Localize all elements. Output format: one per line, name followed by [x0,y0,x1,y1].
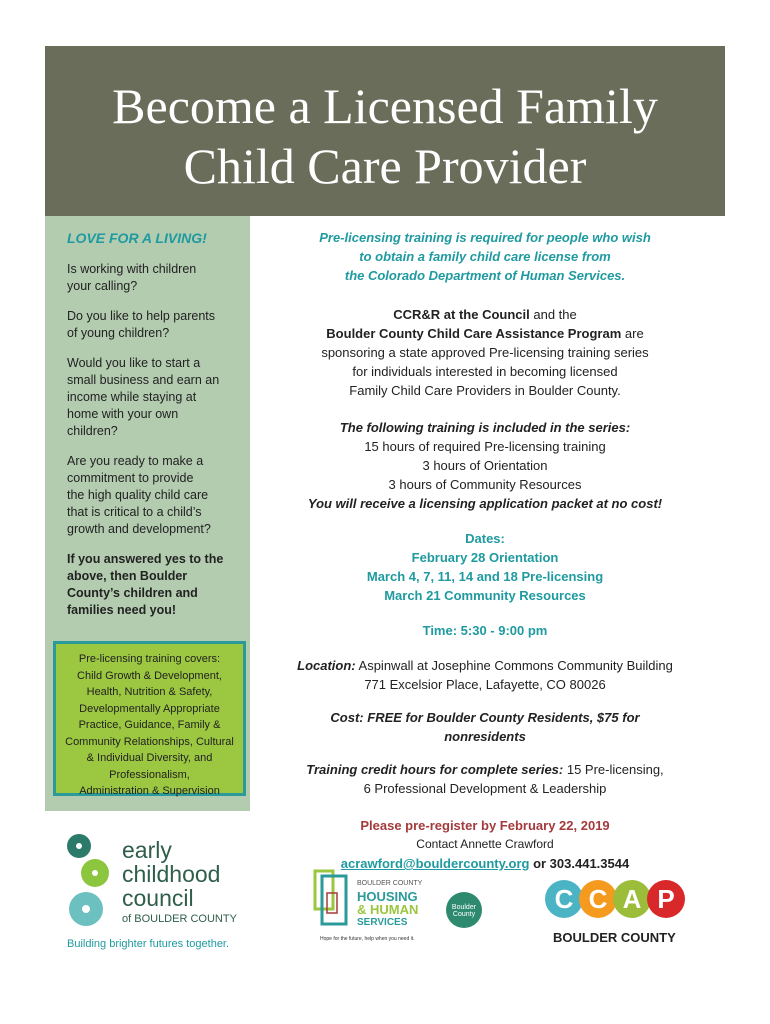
time: Time: 5:30 - 9:00 pm [422,623,548,638]
text-line: are [621,326,644,341]
housing-human-services-logo [312,868,432,948]
text-line: early [122,837,172,863]
text-line: 15 Pre-licensing, [563,762,664,777]
text-line: CCR&R at the Council [393,307,530,322]
question [67,453,250,538]
early-childhood-council-logo [62,830,252,955]
text-line: for individuals interested in becoming licensed [352,364,618,379]
text-line: of young children? [67,326,170,340]
hhs-mark-icon [312,868,352,928]
register-deadline: Please pre-register by February 22, 2019 [360,818,610,833]
text-line: commitment to provide [67,471,194,485]
text-line: the high quality child care [67,488,209,502]
text-line: Community Relationships, Cultural [65,735,234,748]
text-line: income while staying at [67,390,197,404]
covers-box [53,641,246,796]
text-line: & HUMAN [357,902,419,917]
text-line: Practice, Guidance, Family & [78,719,221,731]
page-title [45,46,725,216]
text-line: of BOULDER COUNTY [122,913,237,925]
text-line: March 21 Community Resources [384,588,586,603]
text-line: C [545,880,583,918]
text-line: Training credit hours for complete series: [306,762,564,777]
email-link[interactable]: acrawford@bouldercounty.org [340,856,530,871]
text-line: County’s children and [67,586,198,600]
text-line: Building brighter futures together. [67,938,230,950]
text-line: C [579,880,617,918]
location [295,656,675,694]
question [67,261,250,295]
dates [295,529,675,605]
text-line: children? [67,424,118,438]
intro [295,228,675,285]
text-line: The following training is included in the series: [339,420,631,435]
credit [295,760,675,798]
text-line: 3 hours of Orientation [422,458,548,473]
text-line: your calling? [67,279,138,293]
cost: Cost: FREE for Boulder County Residents, $75 for nonresidents [330,710,640,744]
text-line: If you answered yes to the [67,552,224,566]
text-line: Family Child Care Providers in Boulder County. [349,383,621,398]
text-line: Are you ready to make a [67,454,204,468]
boulder-county-seal: Boulder County [446,892,482,928]
text-line: Child Growth & Development, [77,669,222,682]
text-line: Professionalism, [109,768,190,781]
title-line: Child Care Provider [183,138,587,194]
text-line: P [647,880,685,918]
text-line: A [613,880,651,918]
text-line: the Colorado Department of Human Services. [344,268,626,283]
title-line: Become a Licensed Family [112,78,658,134]
text-line: Do you like to help parents [67,309,216,323]
text-line: home with your own [67,407,179,421]
text-line: Pre-licensing training covers: [78,653,221,665]
text-line: Health, Nutrition & Safety, [86,686,213,698]
text-line: Developmentally Appropriate [79,702,220,715]
text-line: that is critical to a child’s [67,505,202,519]
text-line: to obtain a family child care license from [359,249,611,264]
text-line: small business and earn an [67,373,220,387]
text-line: March 4, 7, 11, 14 and 18 Pre-licensing [366,569,604,584]
text-line: BOULDER COUNTY [553,930,676,945]
text-line: 3 hours of Community Resources [388,477,582,492]
text-line: growth and development? [67,522,211,536]
text-line: SERVICES [357,917,408,928]
series [295,418,675,513]
text-line: council [122,885,194,911]
question [67,355,250,440]
text-line: HOUSING [357,889,418,904]
text-line: 15 hours of required Pre-licensing training [364,439,606,454]
sponsor [295,305,675,400]
text-line: & Individual Diversity, and [86,752,213,764]
text-line: above, then Boulder [67,569,188,583]
closing-text [67,551,250,619]
text-line: Aspinwall at Josephine Commons Community Building [355,658,673,673]
gears-icon [62,830,122,930]
text-line: Is working with children [67,262,197,276]
text-line: Would you like to start a [67,356,201,370]
text-line: and the [529,307,577,322]
text-line: Boulder County Child Care Assistance Program [326,326,622,341]
text-line: Location: [297,658,356,673]
text-line: February 28 Orientation [411,550,559,565]
question [67,308,250,342]
text-line: Dates: [465,531,505,546]
contact: Contact Annette Crawford [416,837,554,851]
phone: or 303.441.3544 [529,856,630,871]
text-line: Administration & Supervision [79,785,220,797]
text-line: Pre-licensing training is required for people who wish [319,230,651,245]
text-line: 771 Excelsior Place, Lafayette, CO 80026 [364,677,606,692]
ccap-logo [545,880,700,950]
text-line: Hope for the future, help when you need it. [320,936,415,942]
text-line: sponsoring a state approved Pre-licensing training series [321,345,649,360]
text-line: You will receive a licensing application packet at no cost! [307,496,663,511]
text-line: childhood [122,861,221,887]
sidebar-heading: LOVE FOR A LIVING! [67,230,207,246]
text-line: families need you! [67,603,177,617]
text-line: 6 Professional Development & Leadership [363,781,607,796]
text-line: BOULDER COUNTY [357,880,423,887]
main-content [295,228,675,873]
